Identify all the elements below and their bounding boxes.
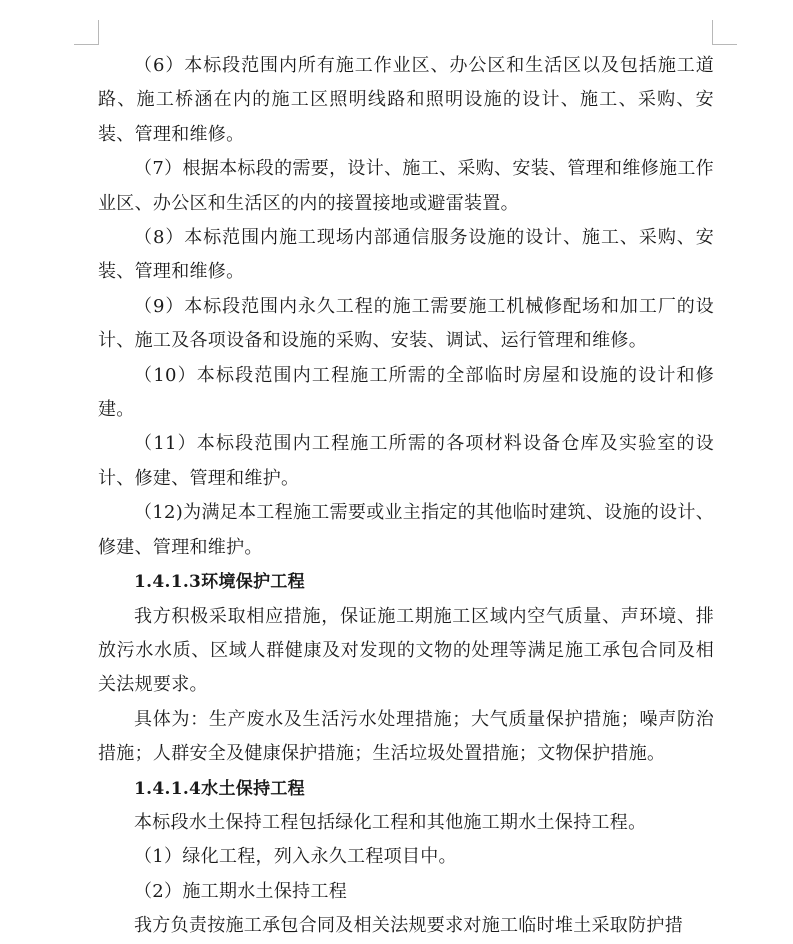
paragraph-item-6: （6）本标段范围内所有施工作业区、办公区和生活区以及包括施工道路、施工桥涵在内的施工区照明线路和照明设施的设计、施工、采购、安装、管理和维修。 (98, 55, 714, 145)
page-corner-mark-top-right (712, 20, 737, 45)
section-heading-soil-water-conservation: 1.4.1.4水土保持工程 (134, 778, 305, 799)
paragraph-environmental-measures: 我方积极采取相应措施，保证施工期施工区域内空气质量、声环境、排放污水水质、区域人群健康及对发现的文物的处理等满足施工承包合同及相关法规要求。 (98, 605, 714, 696)
paragraph-item-12: （12)为满足本工程施工需要或业主指定的其他临时建筑、设施的设计、修建、管理和维护。 (98, 502, 714, 558)
paragraph-item-9: （9）本标段范围内永久工程的施工需要施工机械修配场和加工厂的设计、施工及各项设备和设施的采购、安装、调试、运行管理和维修。 (98, 295, 714, 352)
paragraph-specific-measures: 具体为：生产废水及生活污水处理措施；大气质量保护措施；噪声防治措施；人群安全及健康保护措施；生活垃圾处置措施；文物保护措施。 (98, 708, 714, 765)
paragraph-item-10: （10）本标段范围内工程施工所需的全部临时房屋和设施的设计和修建。 (98, 364, 714, 421)
list-item-greening: （1）绿化工程，列入永久工程项目中。 (134, 846, 457, 868)
list-item-construction-conservation: （2）施工期水土保持工程 (134, 880, 348, 902)
paragraph-item-7: （7）根据本标段的需要，设计、施工、采购、安装、管理和维修施工作业区、办公区和生活区的内的接置接地或避雷装置。 (98, 158, 714, 214)
paragraph-item-8: （8）本标范围内施工现场内部通信服务设施的设计、施工、采购、安装、管理和维修。 (98, 227, 714, 283)
paragraph-stockpile-protection: 我方负责按施工承包合同及相关法规要求对施工临时堆土采取防护措 (134, 915, 683, 937)
paragraph-conservation-scope: 本标段水土保持工程包括绿化工程和其他施工期水土保持工程。 (134, 811, 647, 833)
page-corner-mark-top-left (74, 20, 99, 45)
section-heading-environmental-protection: 1.4.1.3环境保护工程 (134, 572, 305, 593)
document-body (98, 49, 714, 944)
paragraph-item-11: （11）本标段范围内工程施工所需的各项材料设备仓库及实验室的设计、修建、管理和维护。 (98, 433, 714, 489)
